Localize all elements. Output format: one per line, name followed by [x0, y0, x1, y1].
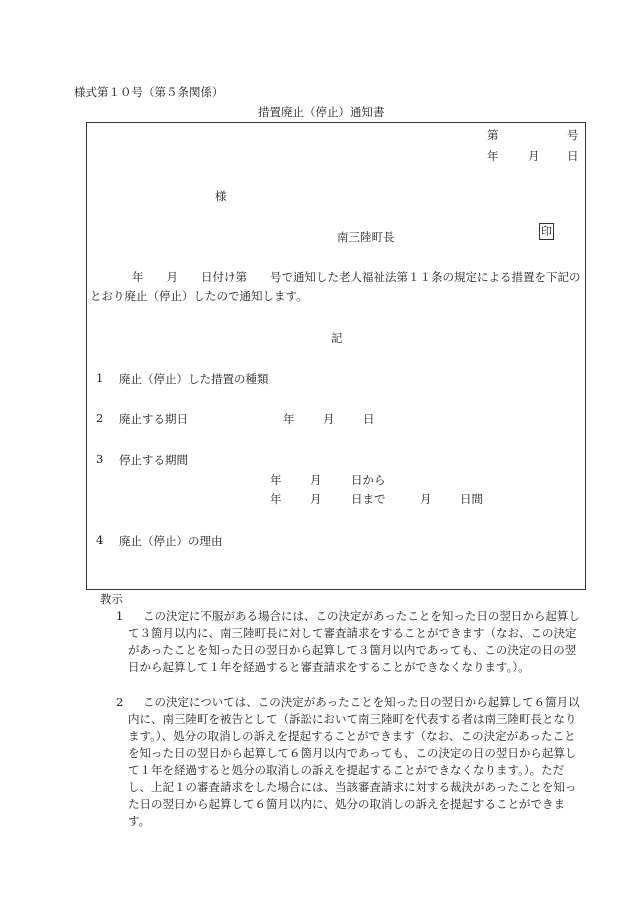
- notice-item-1: [108, 608, 586, 676]
- item2-day: 日: [363, 412, 375, 426]
- item3-to-year: 年: [270, 492, 282, 506]
- item2-year: 年: [283, 412, 295, 426]
- notice-item-text: この決定については、この決定があったことを知った日の翌日から起算して６箇月以内に、南三陸町を被告として（訴訟において南三陸町を代表する者は南三陸町長となります。）、処分の取消しの訴えを提起することができます（なお、この決定があったことを知った日の翌日から起算して６箇月以内であっても、この決定の日の翌日から起算して１年を経過すると処分の取消しの訴えを提起することができなくなります。）。ただし、上記１の審査請求をした場合には、当該審査請求に対する裁決があったことを知った日の翌日から起算して６箇月以内に、処分の取消しの訴えを提起することができます。: [128, 695, 580, 828]
- addressee-suffix: 様: [215, 189, 227, 203]
- item2-num: 2: [96, 411, 104, 425]
- item2-month: 月: [323, 412, 335, 426]
- item3-from-year: 年: [270, 473, 282, 487]
- item3-to-month: 月: [310, 492, 322, 506]
- form-frame: [86, 122, 586, 590]
- item3-from-day: 日から: [351, 473, 386, 487]
- notice-item-num: 1: [116, 609, 124, 623]
- item3-months: 月: [420, 492, 432, 506]
- body-text: 年 月 日付け第 号で通知した老人福祉法第１１条の規定による措置を下記のとおり廃止（停止）したので通知します。: [90, 270, 581, 303]
- doc-title: 措置廃止（停止）通知書: [258, 105, 385, 119]
- item4-label: 廃止（停止）の理由: [119, 534, 223, 548]
- item3-days: 日間: [460, 492, 483, 506]
- date-year: 年: [487, 149, 499, 163]
- item3-label: 停止する期間: [119, 453, 188, 467]
- item1-num: 1: [96, 371, 104, 385]
- date-month: 月: [528, 149, 540, 163]
- item1-label: 廃止（停止）した措置の種類: [119, 372, 269, 386]
- item3-from-month: 月: [310, 473, 322, 487]
- date-day: 日: [567, 149, 579, 163]
- notice-item-text: この決定に不服がある場合には、この決定があったことを知った日の翌日から起算して３箇月以内に、南三陸町長に対して審査請求をすることができます（なお、この決定があったことを知った日の翌日から起算して３箇月以内であっても、この決定の日の翌日から起算して１年を経過すると審査請求をすることができなくなります。）。: [128, 609, 580, 674]
- ki-label: 記: [331, 331, 343, 345]
- item4-num: 4: [96, 533, 104, 547]
- number-dai: 第: [487, 128, 499, 142]
- form-header: 様式第１０号（第５条関係）: [74, 85, 224, 99]
- number-go: 号: [567, 128, 579, 142]
- notice-item-2: [108, 694, 586, 830]
- notice-item-num: 2: [116, 695, 124, 709]
- item3-num: 3: [96, 452, 104, 466]
- issuer: 南三陸町長: [337, 230, 395, 244]
- item3-to-day: 日まで: [351, 492, 386, 506]
- item2-label: 廃止する期日: [119, 412, 188, 426]
- notice-heading: 教示: [100, 592, 123, 606]
- seal-stamp: 印: [541, 225, 552, 238]
